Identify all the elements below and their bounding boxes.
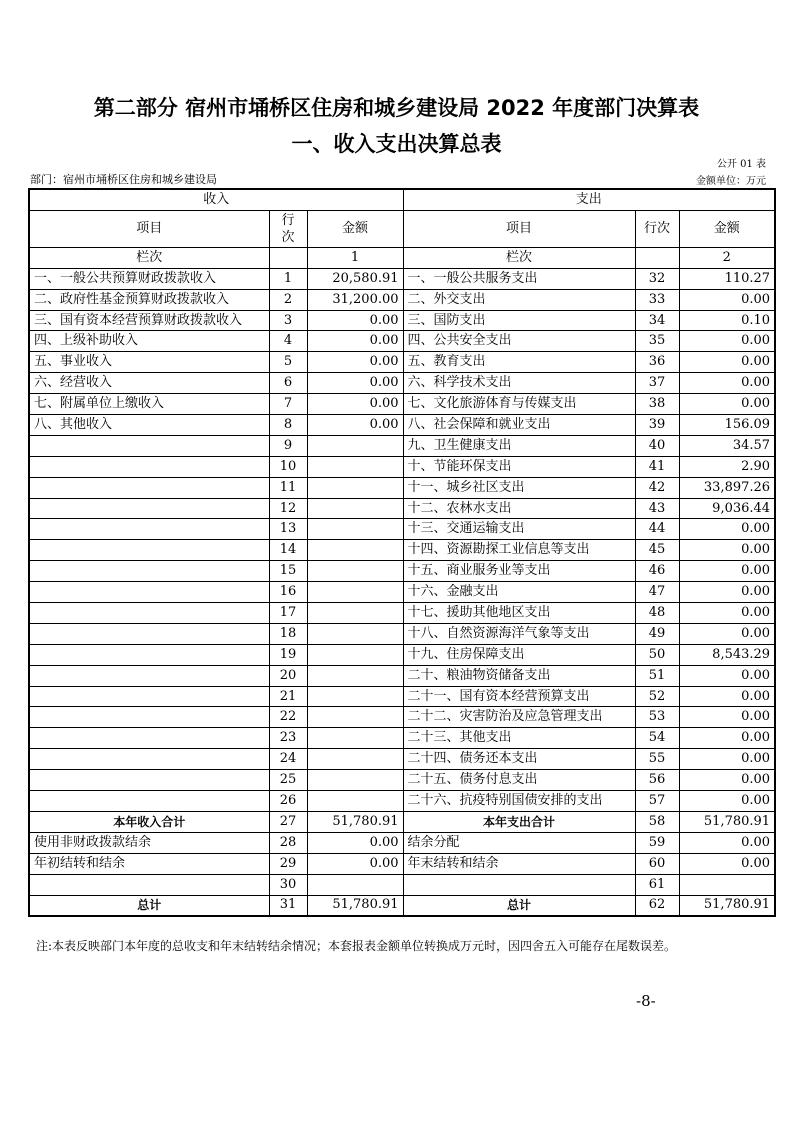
expense-item-cell: 二十二、灾害防治及应急管理支出 [403,707,635,728]
expense-line-cell: 55 [635,749,679,770]
income-amount-cell [307,874,403,895]
expense-line-cell: 51 [635,665,679,686]
expense-amount-cell [679,874,775,895]
income-expense-table [28,188,776,917]
expense-line-cell: 49 [635,623,679,644]
page-title: 第二部分 宿州市埇桥区住房和城乡建设局 2022 年度部门决算表 [93,96,700,120]
income-amount-cell [307,540,403,561]
expense-item-cell: 二十五、债务付息支出 [403,770,635,791]
col-header-expense-amount: 金额 [679,210,775,247]
expense-item-cell: 十三、交通运输支出 [403,519,635,540]
income-amount-cell: 20,580.91 [307,268,403,289]
table-row [29,686,775,707]
income-item-cell: 八、其他收入 [29,415,269,436]
expense-amount-cell: 0.00 [679,707,775,728]
income-amount-cell [307,686,403,707]
income-line-cell: 29 [269,853,307,874]
expense-amount-cell: 0.00 [679,373,775,394]
expense-amount-cell: 0.00 [679,832,775,853]
income-amount-cell [307,603,403,624]
income-amount-cell: 0.00 [307,352,403,373]
expense-item-cell: 二十一、国有资本经营预算支出 [403,686,635,707]
column-index-row [29,247,775,268]
table-row [29,623,775,644]
expense-item-cell: 十八、自然资源海洋气象等支出 [403,623,635,644]
expense-item-cell: 九、卫生健康支出 [403,435,635,456]
income-line-cell: 26 [269,791,307,812]
income-amount-cell: 31,200.00 [307,289,403,310]
income-item-cell: 三、国有资本经营预算财政拨款收入 [29,310,269,331]
expense-line-cell: 46 [635,561,679,582]
table-row [29,352,775,373]
expense-amount-cell: 0.00 [679,686,775,707]
table-row [29,289,775,310]
income-amount-cell [307,707,403,728]
income-item-cell [29,770,269,791]
expense-amount-cell: 0.00 [679,561,775,582]
table-row [29,477,775,498]
income-line-cell: 9 [269,435,307,456]
expense-line-cell: 47 [635,582,679,603]
expense-item-cell: 八、社会保障和就业支出 [403,415,635,436]
table-row [29,582,775,603]
income-amount-cell [307,665,403,686]
income-line-cell: 30 [269,874,307,895]
table-row [29,498,775,519]
expense-line-cell: 35 [635,331,679,352]
expense-line-cell: 41 [635,456,679,477]
amount-unit-label: 金额单位：万元 [696,176,766,187]
income-item-cell: 年初结转和结余 [29,853,269,874]
expense-item-cell: 总计 [403,895,635,916]
expense-line-cell: 61 [635,874,679,895]
table-row [29,665,775,686]
expense-item-cell: 十六、金融支出 [403,582,635,603]
income-header: 收入 [29,189,403,210]
expense-item-cell: 十一、城乡社区支出 [403,477,635,498]
income-amount-cell [307,456,403,477]
income-item-cell [29,561,269,582]
expense-line-cell: 37 [635,373,679,394]
form-number: 公开 01 表 [716,159,766,170]
expense-item-cell: 二十四、债务还本支出 [403,749,635,770]
expense-line-cell: 60 [635,853,679,874]
col-header-income-item: 项目 [29,210,269,247]
column-index-2: 2 [679,247,775,268]
income-amount-cell [307,498,403,519]
expense-item-cell: 十七、援助其他地区支出 [403,603,635,624]
header-row-sections [29,189,775,210]
table-row [29,707,775,728]
expense-line-cell: 45 [635,540,679,561]
expense-amount-cell: 0.00 [679,791,775,812]
table-row [29,268,775,289]
expense-amount-cell: 0.00 [679,603,775,624]
expense-line-cell: 58 [635,811,679,832]
income-line-cell: 4 [269,331,307,352]
expense-amount-cell: 0.00 [679,582,775,603]
expense-line-cell: 42 [635,477,679,498]
table-title: 一、收入支出决算总表 [291,132,502,156]
expense-item-cell: 结余分配 [403,832,635,853]
expense-amount-cell: 0.00 [679,853,775,874]
income-item-cell [29,728,269,749]
income-line-cell: 11 [269,477,307,498]
income-line-cell: 25 [269,770,307,791]
table-row [29,540,775,561]
income-item-cell [29,791,269,812]
income-amount-cell [307,519,403,540]
income-amount-cell [307,728,403,749]
expense-amount-cell: 33,897.26 [679,477,775,498]
income-amount-cell [307,791,403,812]
income-line-cell: 12 [269,498,307,519]
income-item-cell [29,707,269,728]
table-row [29,331,775,352]
income-line-cell: 3 [269,310,307,331]
income-item-cell [29,456,269,477]
department-label: 部门：宿州市埇桥区住房和城乡建设局 [30,173,217,186]
expense-amount-cell: 51,780.91 [679,895,775,916]
expense-item-cell: 四、公共安全支出 [403,331,635,352]
expense-line-cell: 59 [635,832,679,853]
expense-item-cell: 年末结转和结余 [403,853,635,874]
expense-line-cell: 36 [635,352,679,373]
expense-line-cell: 34 [635,310,679,331]
expense-amount-cell: 9,036.44 [679,498,775,519]
expense-amount-cell: 0.00 [679,352,775,373]
expense-item-cell: 十五、商业服务业等支出 [403,561,635,582]
income-line-cell: 22 [269,707,307,728]
table-body [29,189,775,916]
expense-amount-cell: 8,543.29 [679,644,775,665]
income-amount-cell [307,623,403,644]
income-item-cell [29,665,269,686]
expense-amount-cell: 0.00 [679,665,775,686]
table-row [29,603,775,624]
income-item-cell [29,749,269,770]
income-item-cell [29,540,269,561]
expense-amount-cell: 2.90 [679,456,775,477]
expense-header: 支出 [403,189,775,210]
expense-line-cell: 38 [635,394,679,415]
income-amount-cell [307,477,403,498]
expense-line-cell: 32 [635,268,679,289]
income-line-cell: 5 [269,352,307,373]
expense-amount-cell: 0.00 [679,728,775,749]
income-amount-cell [307,644,403,665]
expense-item-cell: 六、科学技术支出 [403,373,635,394]
income-item-cell [29,435,269,456]
income-amount-cell: 0.00 [307,853,403,874]
column-index-empty-2 [635,247,679,268]
expense-amount-cell: 0.00 [679,770,775,791]
table-row [29,770,775,791]
column-index-1: 1 [307,247,403,268]
income-item-cell: 五、事业收入 [29,352,269,373]
income-line-cell: 24 [269,749,307,770]
expense-amount-cell: 110.27 [679,268,775,289]
expense-amount-cell: 0.00 [679,540,775,561]
income-item-cell [29,477,269,498]
income-line-cell: 27 [269,811,307,832]
table-row [29,561,775,582]
expense-amount-cell: 156.09 [679,415,775,436]
expense-amount-cell: 0.10 [679,310,775,331]
header-row-columns [29,210,775,247]
income-item-cell [29,874,269,895]
income-line-cell: 17 [269,603,307,624]
expense-line-cell: 44 [635,519,679,540]
table-row [29,310,775,331]
income-amount-cell: 51,780.91 [307,895,403,916]
expense-item-cell [403,874,635,895]
expense-item-cell: 二十六、抗疫特别国债安排的支出 [403,791,635,812]
income-amount-cell: 0.00 [307,394,403,415]
income-line-cell: 21 [269,686,307,707]
table-row [29,895,775,916]
expense-line-cell: 48 [635,603,679,624]
income-line-cell: 13 [269,519,307,540]
table-row [29,456,775,477]
expense-line-cell: 57 [635,791,679,812]
expense-item-cell: 本年支出合计 [403,811,635,832]
income-line-cell: 2 [269,289,307,310]
expense-amount-cell: 0.00 [679,289,775,310]
expense-amount-cell: 0.00 [679,519,775,540]
footnote: 注:本表反映部门本年度的总收支和年末结转结余情况；本套报表金额单位转换成万元时，因四舍五入可能存在尾数误差。 [36,939,677,953]
income-amount-cell: 0.00 [307,331,403,352]
expense-line-cell: 40 [635,435,679,456]
income-item-cell: 总计 [29,895,269,916]
column-index-label-2: 栏次 [403,247,635,268]
income-line-cell: 28 [269,832,307,853]
income-amount-cell [307,770,403,791]
expense-item-cell: 十四、资源勘探工业信息等支出 [403,540,635,561]
income-line-cell: 31 [269,895,307,916]
expense-amount-cell: 0.00 [679,394,775,415]
table-row [29,519,775,540]
expense-item-cell: 一、一般公共服务支出 [403,268,635,289]
income-item-cell [29,519,269,540]
income-item-cell: 本年收入合计 [29,811,269,832]
expense-amount-cell: 51,780.91 [679,811,775,832]
expense-line-cell: 43 [635,498,679,519]
expense-line-cell: 39 [635,415,679,436]
income-line-cell: 14 [269,540,307,561]
table-row [29,394,775,415]
expense-item-cell: 三、国防支出 [403,310,635,331]
table-row [29,853,775,874]
income-line-cell: 23 [269,728,307,749]
expense-line-cell: 52 [635,686,679,707]
table-row [29,435,775,456]
expense-item-cell: 五、教育支出 [403,352,635,373]
income-item-cell [29,603,269,624]
col-header-expense-item: 项目 [403,210,635,247]
expense-line-cell: 56 [635,770,679,791]
income-line-cell: 1 [269,268,307,289]
expense-line-cell: 54 [635,728,679,749]
income-line-cell: 8 [269,415,307,436]
table-row [29,749,775,770]
expense-amount-cell: 0.00 [679,749,775,770]
table-row [29,791,775,812]
page-number: -8- [636,992,656,1010]
income-line-cell: 19 [269,644,307,665]
income-item-cell [29,644,269,665]
income-amount-cell: 0.00 [307,310,403,331]
expense-item-cell: 二、外交支出 [403,289,635,310]
expense-amount-cell: 0.00 [679,623,775,644]
expense-item-cell: 二十、粮油物资储备支出 [403,665,635,686]
col-header-expense-line: 行次 [635,210,679,247]
income-amount-cell: 0.00 [307,832,403,853]
income-amount-cell [307,561,403,582]
expense-item-cell: 二十三、其他支出 [403,728,635,749]
column-index-empty [269,247,307,268]
income-item-cell: 二、政府性基金预算财政拨款收入 [29,289,269,310]
income-amount-cell [307,749,403,770]
income-amount-cell [307,582,403,603]
income-line-cell: 7 [269,394,307,415]
expense-item-cell: 十九、住房保障支出 [403,644,635,665]
table-row [29,832,775,853]
income-item-cell [29,498,269,519]
income-item-cell: 四、上级补助收入 [29,331,269,352]
column-index-label: 栏次 [29,247,269,268]
income-line-cell: 20 [269,665,307,686]
income-item-cell [29,686,269,707]
expense-line-cell: 50 [635,644,679,665]
income-line-cell: 18 [269,623,307,644]
income-item-cell [29,623,269,644]
income-item-cell: 一、一般公共预算财政拨款收入 [29,268,269,289]
table-row [29,811,775,832]
expense-amount-cell: 0.00 [679,331,775,352]
income-amount-cell: 51,780.91 [307,811,403,832]
income-line-cell: 6 [269,373,307,394]
table-row [29,415,775,436]
income-item-cell [29,582,269,603]
expense-line-cell: 33 [635,289,679,310]
expense-item-cell: 十、节能环保支出 [403,456,635,477]
income-line-cell: 10 [269,456,307,477]
col-header-income-amount: 金额 [307,210,403,247]
income-item-cell: 使用非财政拨款结余 [29,832,269,853]
income-line-cell: 16 [269,582,307,603]
income-amount-cell [307,435,403,456]
col-header-income-line: 行次 [269,210,307,247]
table-row [29,644,775,665]
income-amount-cell: 0.00 [307,415,403,436]
income-item-cell: 六、经营收入 [29,373,269,394]
income-item-cell: 七、附属单位上缴收入 [29,394,269,415]
expense-item-cell: 七、文化旅游体育与传媒支出 [403,394,635,415]
table-row [29,728,775,749]
table-row [29,373,775,394]
expense-amount-cell: 34.57 [679,435,775,456]
income-line-cell: 15 [269,561,307,582]
expense-item-cell: 十二、农林水支出 [403,498,635,519]
income-amount-cell: 0.00 [307,373,403,394]
expense-line-cell: 62 [635,895,679,916]
expense-line-cell: 53 [635,707,679,728]
table-row [29,874,775,895]
